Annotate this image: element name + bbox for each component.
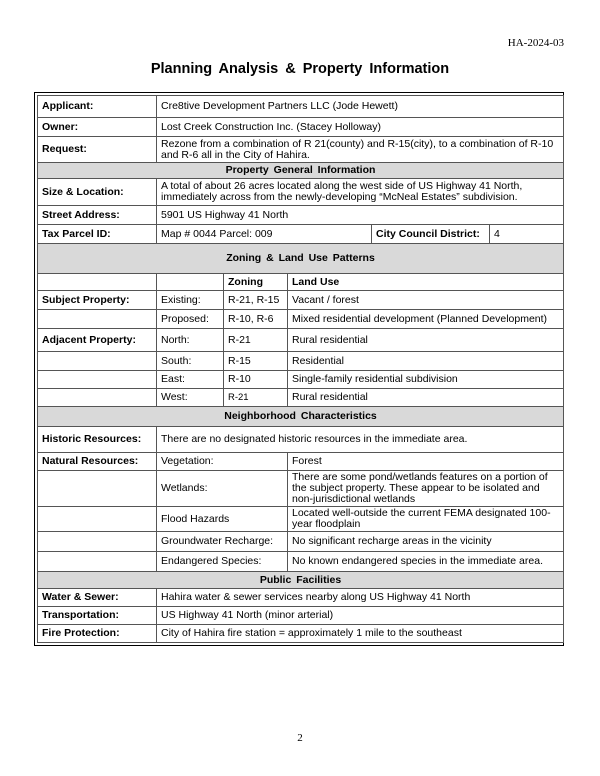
council-district-label: City Council District:	[372, 225, 490, 244]
natural-resource-value: Forest	[288, 453, 564, 471]
natural-resource-item: Wetlands:	[157, 471, 288, 507]
zoning-heading: Zoning & Land Use Patterns	[38, 244, 564, 274]
property-general-heading: Property General Information	[38, 163, 564, 179]
natural-resource-value: There are some pond/wetlands features on a portion of the subject property. These appear to be isolated and non-jurisdictional wetlands	[288, 471, 564, 507]
subject-zoning: R-21, R-15	[224, 291, 288, 310]
fire-protection-label: Fire Protection:	[38, 625, 157, 643]
natural-wetlands-row	[38, 471, 564, 507]
public-facilities-heading-row	[38, 572, 564, 589]
historic-resources-label: Historic Resources:	[38, 427, 157, 453]
applicant-label: Applicant:	[38, 96, 157, 118]
property-info-table	[37, 95, 564, 643]
natural-resource-item: Flood Hazards	[157, 507, 288, 532]
adjacent-zoning: R-10	[224, 371, 288, 389]
council-district-value: 4	[490, 225, 564, 244]
adjacent-east-row	[38, 371, 564, 389]
water-sewer-value: Hahira water & sewer services nearby along US Highway 41 North	[157, 589, 564, 607]
adjacent-land-use: Rural residential	[288, 389, 564, 407]
street-address-value: 5901 US Highway 41 North	[157, 206, 564, 225]
tax-parcel-row	[38, 225, 564, 244]
natural-resource-item: Endangered Species:	[157, 552, 288, 572]
transportation-label: Transportation:	[38, 607, 157, 625]
fire-protection-value: City of Hahira fire station = approximately 1 mile to the southeast	[157, 625, 564, 643]
street-address-label: Street Address:	[38, 206, 157, 225]
size-location-label: Size & Location:	[38, 179, 157, 206]
page-number: 2	[297, 732, 303, 744]
subject-proposed-row	[38, 310, 564, 329]
adjacent-south-row	[38, 352, 564, 371]
adjacent-north-row	[38, 329, 564, 352]
natural-resource-value: Located well-outside the current FEMA designated 100-year floodplain	[288, 507, 564, 532]
page-title: Planning Analysis & Property Information	[150, 61, 450, 77]
adjacent-zoning: R-21	[224, 329, 288, 352]
water-sewer-label: Water & Sewer:	[38, 589, 157, 607]
subject-zoning: R-10, R-6	[224, 310, 288, 329]
adjacent-direction: West:	[157, 389, 224, 407]
fire-protection-row	[38, 625, 564, 643]
historic-resources-value: There are no designated historic resources in the immediate area.	[157, 427, 564, 453]
public-facilities-heading: Public Facilities	[38, 572, 564, 589]
request-row	[38, 137, 564, 163]
natural-resource-item: Groundwater Recharge:	[157, 532, 288, 552]
request-value: Rezone from a combination of R 21(county) and R-15(city), to a combination of R-10 and R-6 all in the City of Hahira.	[157, 137, 564, 163]
adjacent-property-label: Adjacent Property:	[38, 329, 157, 352]
landuse-column-header: Land Use	[288, 274, 564, 291]
natural-resource-value: No significant recharge areas in the vicinity	[288, 532, 564, 552]
zoning-heading-row	[38, 244, 564, 274]
transportation-value: US Highway 41 North (minor arterial)	[157, 607, 564, 625]
subject-kind: Existing:	[157, 291, 224, 310]
request-label: Request:	[38, 137, 157, 163]
tax-parcel-value: Map # 0044 Parcel: 009	[157, 225, 372, 244]
transportation-row	[38, 607, 564, 625]
natural-endangered-row	[38, 552, 564, 572]
natural-resources-label: Natural Resources:	[38, 453, 157, 471]
adjacent-direction: North:	[157, 329, 224, 352]
adjacent-west-row	[38, 389, 564, 407]
natural-resource-value: No known endangered species in the immediate area.	[288, 552, 564, 572]
applicant-row	[38, 96, 564, 118]
natural-groundwater-row	[38, 532, 564, 552]
subject-property-label: Subject Property:	[38, 291, 157, 310]
tax-parcel-label: Tax Parcel ID:	[38, 225, 157, 244]
adjacent-land-use: Single-family residential subdivision	[288, 371, 564, 389]
size-location-value: A total of about 26 acres located along the west side of US Highway 41 North, immediately across from the newly-developing “McNeal Estates” subdivision.	[157, 179, 564, 206]
property-general-heading-row	[38, 163, 564, 179]
neighborhood-heading-row	[38, 407, 564, 427]
adjacent-land-use: Residential	[288, 352, 564, 371]
adjacent-land-use: Rural residential	[288, 329, 564, 352]
owner-row	[38, 118, 564, 137]
subject-land-use: Mixed residential development (Planned Development)	[288, 310, 564, 329]
size-location-row	[38, 179, 564, 206]
adjacent-direction: East:	[157, 371, 224, 389]
applicant-value: Cre8tive Development Partners LLC (Jode Hewett)	[157, 96, 564, 118]
adjacent-zoning: R-15	[224, 352, 288, 371]
owner-label: Owner:	[38, 118, 157, 137]
subject-existing-row	[38, 291, 564, 310]
owner-value: Lost Creek Construction Inc. (Stacey Holloway)	[157, 118, 564, 137]
case-number: HA-2024-03	[507, 37, 564, 49]
historic-resources-row	[38, 427, 564, 453]
natural-resource-item: Vegetation:	[157, 453, 288, 471]
natural-flood-row	[38, 507, 564, 532]
adjacent-direction: South:	[157, 352, 224, 371]
neighborhood-heading: Neighborhood Characteristics	[38, 407, 564, 427]
natural-vegetation-row	[38, 453, 564, 471]
zoning-column-header: Zoning	[224, 274, 288, 291]
adjacent-zoning: R-21	[224, 389, 288, 407]
water-sewer-row	[38, 589, 564, 607]
zoning-column-header-row	[38, 274, 564, 291]
subject-land-use: Vacant / forest	[288, 291, 564, 310]
street-address-row	[38, 206, 564, 225]
property-info-table-frame	[34, 92, 564, 646]
subject-kind: Proposed:	[157, 310, 224, 329]
